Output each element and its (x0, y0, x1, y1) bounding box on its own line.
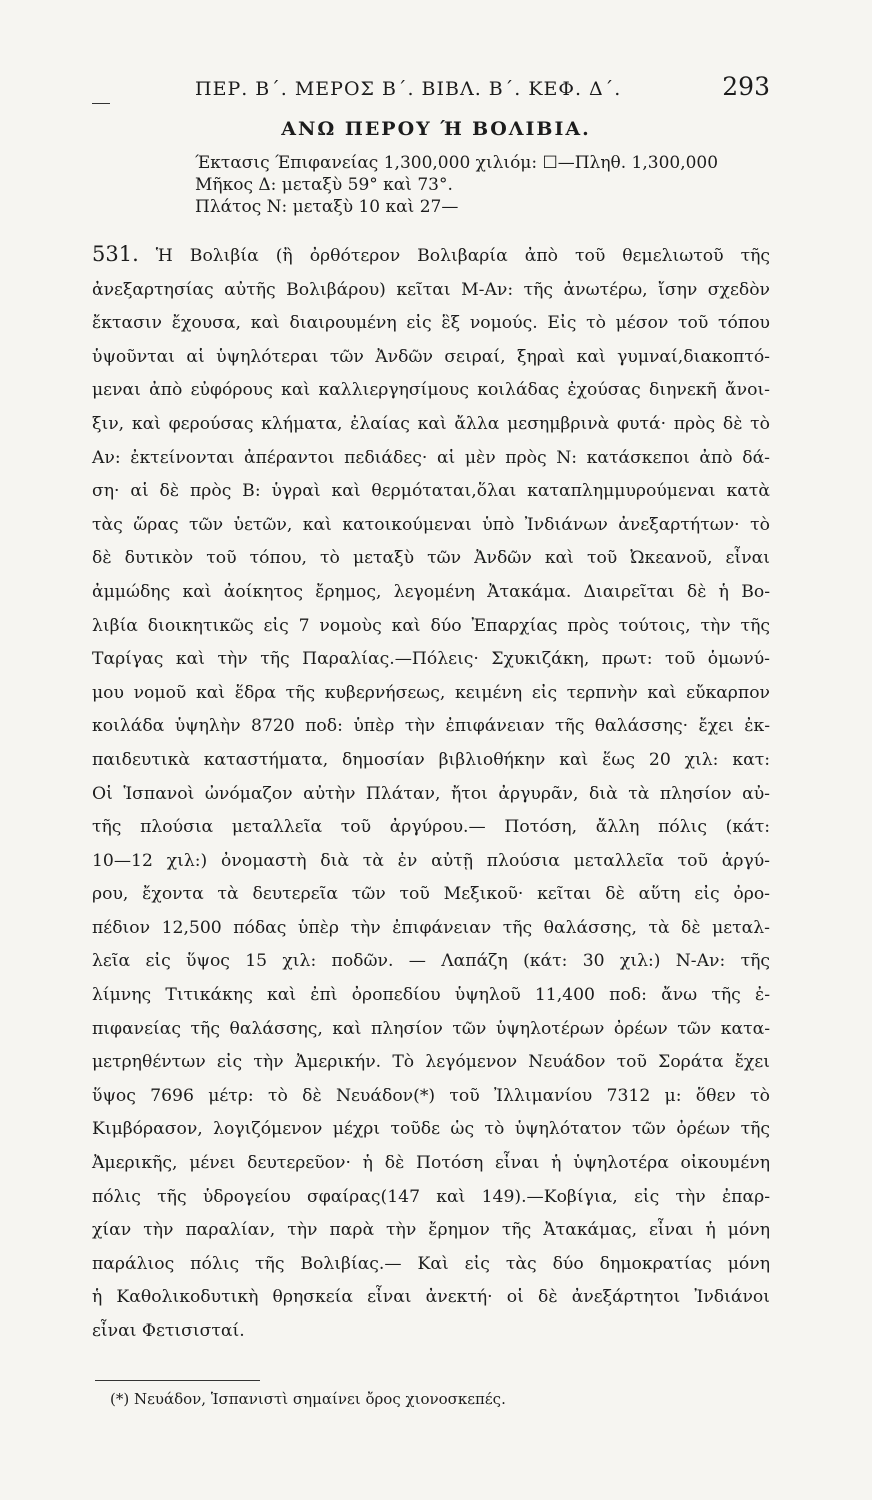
text-line: ὕψος 7696 μέτρ: τὸ δὲ Νευάδον(*) τοῦ Ἰλλιμανίου 7312 μ: ὅθεν τὸ (92, 1085, 770, 1106)
text-line: μεναι ἀπὸ εὐφόρους καὶ καλλιεργησίμους κοιλάδας ἐχούσας διηνεκῆ ἄνοι- (92, 380, 770, 401)
text-line: ξιν, καὶ φερούσας κλήματα, ἐλαίας καὶ ἄλλα μεσημβρινὰ φυτά· πρὸς δὲ τὸ (92, 413, 770, 434)
text-line: μου νομοῦ καὶ ἕδρα τῆς κυβερνήσεως, κειμένη εἰς τερπνὴν καὶ εὔκαρπον (92, 682, 770, 703)
text-line: Ἀμερικῆς, μένει δευτερεῦον· ἡ δὲ Ποτόση εἶναι ἡ ὑψηλοτέρα οἰκουμένη (92, 1153, 770, 1174)
footnote: (*) Νευάδον, Ἱσπανιστὶ σημαίνει ὄρος χιονοσκεπές. (110, 1390, 506, 1408)
text-line: Κιμβόρασον, λογιζόμενον μέχρι τοῦδε ὡς τὸ ὑψηλότατον τῶν ὀρέων τῆς (92, 1119, 770, 1140)
text-line: λιβία διοικητικῶς εἰς 7 νομοὺς καὶ δύο Ἐπαρχίας πρὸς τούτοις, τὴν τῆς (92, 615, 770, 636)
paragraph-531 (92, 238, 770, 1349)
paragraph-number: 531. (92, 242, 139, 266)
text-line: ἔκτασιν ἔχουσα, καὶ διαιρουμένη εἰς ἓξ νομούς. Εἰς τὸ μέσον τοῦ τόπου (92, 313, 770, 334)
text-line: 10—12 χιλ:) ὀνομαστὴ διὰ τὰ ἐν αὐτῇ πλούσια μεταλλεῖα τοῦ ἀργύ- (92, 850, 770, 871)
running-head: ΠΕΡ. Β΄. ΜΕΡΟΣ Β΄. ΒΙΒΛ. Β΄. ΚΕΦ. Δ΄. (195, 78, 622, 100)
stat-latitude: Πλάτος Ν: μεταξὺ 10 καὶ 27— (195, 197, 459, 217)
text-line: λίμνης Τιτικάκης καὶ ἐπὶ ὀροπεδίου ὑψηλοῦ 11,400 ποδ: ἄνω τῆς ἐ- (92, 985, 770, 1006)
stat-longitude: Μῆκος Δ: μεταξὺ 59° καὶ 73°. (195, 175, 453, 195)
header-margin-mark (92, 103, 110, 104)
text-line: ση· αἱ δὲ πρὸς Β: ὑγραὶ καὶ θερμόταται,ὅλαι καταπλημμυρούμεναι κατὰ (92, 481, 770, 502)
text-line: ἡ Καθολικοδυτικὴ θρησκεία εἶναι ἀνεκτή· οἱ δὲ ἀνεξάρτητοι Ἰνδιάνοι (92, 1287, 770, 1308)
text-line: τῆς πλούσια μεταλλεῖα τοῦ ἀργύρου.— Ποτόση, ἄλλη πόλις (κάτ: (92, 817, 770, 838)
text-line: πιφανείας τῆς θαλάσσης, καὶ πλησίον τῶν ὑψηλοτέρων ὀρέων τῶν κατα- (92, 1018, 770, 1039)
text-line: ρου, ἔχοντα τὰ δευτερεῖα τῶν τοῦ Μεξικοῦ· κεῖται δὲ αὕτη εἰς ὀρο- (92, 884, 770, 905)
text-line: μετρηθέντων εἰς τὴν Ἀμερικήν. Τὸ λεγόμενον Νευάδον τοῦ Σοράτα ἔχει (92, 1052, 770, 1073)
section-title: ΑΝΩ ΠΕΡΟΥ Ή ΒΟΛΙΒΙΑ. (281, 118, 591, 140)
text-line: εἶναι Φετισισταί. (92, 1321, 245, 1341)
stat-area: Έκτασις Έπιφανείας 1,300,000 χιλιόμ: ☐—Πληθ. 1,300,000 (195, 153, 719, 173)
text-line: Οἱ Ἱσπανοὶ ὠνόμαζον αὐτὴν Πλάταν, ἤτοι ἀργυρᾶν, διὰ τὰ πλησίον αὐ- (92, 783, 770, 804)
text-line: Αν: ἐκτείνονται ἀπέραντοι πεδιάδες· αἱ μὲν πρὸς Ν: κατάσκεποι ἀπὸ δά- (92, 447, 770, 468)
text-line: ὑψοῦνται αἱ ὑψηλότεραι τῶν Ἀνδῶν σειραί, ξηραὶ καὶ γυμναί,διακοπτό- (92, 346, 770, 367)
text-line: παιδευτικὰ καταστήματα, δημοσίαν βιβλιοθήκην καὶ ἕως 20 χιλ: κατ: (92, 749, 770, 770)
text-line: ἀνεξαρτησίας αὐτῆς Βολιβάρου) κεῖται Μ-Αν: τῆς ἀνωτέρω, ἴσην σχεδὸν (92, 279, 770, 300)
text-line: χίαν τὴν παραλίαν, τὴν παρὰ τὴν ἔρημον τῆς Ἀτακάμας, εἶναι ἡ μόνη (92, 1220, 770, 1241)
footnote-rule (95, 1380, 260, 1381)
text-line: 531. Ἡ Βολιβία (ἢ ὀρθότερον Βολιβαρία ἀπὸ τοῦ θεμελιωτοῦ τῆς (92, 242, 770, 266)
text-line: δὲ δυτικὸν τοῦ τόπου, τὸ μεταξὺ τῶν Ἀνδῶν καὶ τοῦ Ὠκεανοῦ, εἶναι (92, 548, 770, 569)
text-line: παράλιος πόλις τῆς Βολιβίας.— Καὶ εἰς τὰς δύο δημοκρατίας μόνη (92, 1253, 770, 1274)
statistics-block (195, 152, 775, 218)
page-number: 293 (722, 72, 770, 101)
text-line: λεῖα εἰς ὕψος 15 χιλ: ποδῶν. — Λαπάζη (κάτ: 30 χιλ:) Ν-Αν: τῆς (92, 951, 770, 972)
text-line: ἀμμώδης καὶ ἀοίκητος ἔρημος, λεγομένη Ἀτακάμα. Διαιρεῖται δὲ ἡ Βο- (92, 581, 770, 602)
text-line: τὰς ὥρας τῶν ὑετῶν, καὶ κατοικούμεναι ὑπὸ Ἰνδιάνων ἀνεξαρτήτων· τὸ (92, 514, 770, 535)
page-header (195, 72, 770, 112)
text-line: πέδιον 12,500 πόδας ὑπὲρ τὴν ἐπιφάνειαν τῆς θαλάσσης, τὰ δὲ μεταλ- (92, 917, 770, 938)
text-line: κοιλάδα ὑψηλὴν 8720 ποδ: ὑπὲρ τὴν ἐπιφάνειαν τῆς θαλάσσης· ἔχει ἐκ- (92, 716, 770, 737)
text-line: πόλις τῆς ὑδρογείου σφαίρας(147 καὶ 149).—Κοβίγια, εἰς τὴν ἐπαρ- (92, 1186, 770, 1207)
text-line: Ταρίγας καὶ τὴν τῆς Παραλίας.—Πόλεις· Σχυκιζάκη, πρωτ: τοῦ ὁμωνύ- (92, 649, 770, 670)
